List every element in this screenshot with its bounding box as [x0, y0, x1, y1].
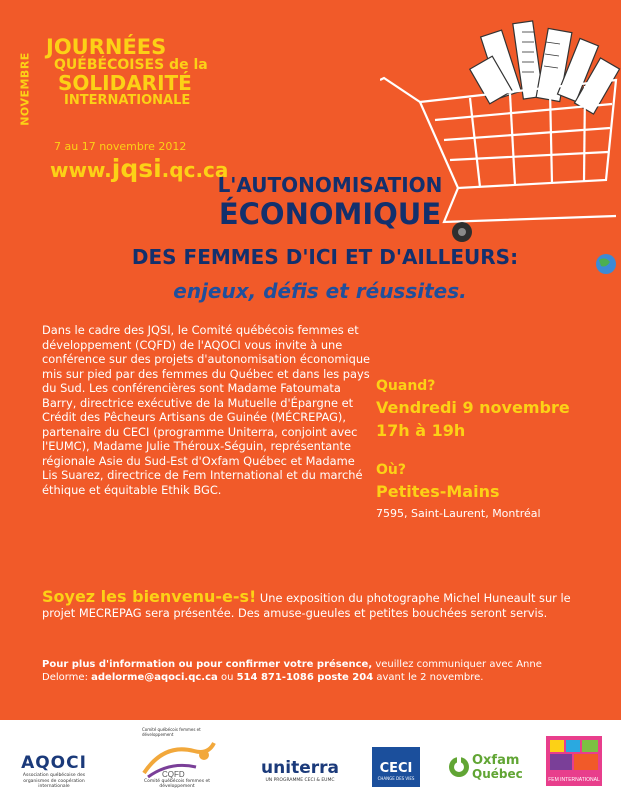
contact-paragraph: Pour plus d'information ou pour confirmer votre présence, veuillez communiquer avec Anne Delorme: adelorme@aqoci.qc.ca ou 514 871-1086 poste 204 avant le 2 novembre. — [42, 659, 542, 683]
logo-line-journees: JOURNÉES — [46, 35, 167, 59]
title-subtitle: enjeux, défis et réussites. — [173, 279, 467, 303]
jqsi-logo — [46, 36, 208, 107]
event-date: Vendredi 9 novembre — [376, 398, 570, 417]
body-paragraph: Dans le cadre des JQSI, le Comité québécois femmes et développement (CQFD) de l'AQOCI vous invite à une conférence sur des projets d'autonomisation économique mis sur pied par des femmes du Québec et dans les pays du Sud. Les conférencières sont Madame Fatoumata Barry, directrice exécutive de la Mutuelle d'Épargne et Crédit des Pêcheurs Artisans de Guinée (MÉCREPAG), partenaire du CECI (programme Uniterra, conjoint avec l'EUMC), Madame Julie Théroux-Séguin, représentante régionale Asie du Sud-Est d'Oxfam Québec et Madame Lis Suarez, directrice de Fem International et du marché éthique et équitable Ethik BGC. — [42, 323, 371, 497]
welcome-text: Une exposition du photographe Michel Huneault sur le projet MECREPAG sera présentée. Des amuse-gueules et petites bouchées seront servis. — [42, 591, 571, 620]
where-label: Où? — [376, 462, 406, 478]
skyscraper-icons — [470, 21, 620, 114]
logo-month: NOVEMBRE — [18, 52, 32, 126]
logo-line-internationale: INTERNATIONALE — [64, 92, 191, 108]
cqfd-logo: Comité québécois femmes et développement CQFD Comité québécois femmes et développement — [134, 727, 220, 789]
logo-line-solidarite: SOLIDARITÉ — [58, 70, 192, 95]
when-label: Quand? — [376, 378, 436, 394]
fem-international-logo — [546, 736, 602, 786]
title-line-1: L'AUTONOMISATION — [217, 173, 443, 197]
logo-line-quebecoises: QUÉBÉCOISES de la — [54, 57, 208, 74]
welcome-heading: Soyez les bienvenu-e-s! — [42, 587, 257, 606]
welcome-paragraph — [42, 587, 587, 620]
logo-url[interactable]: www.jqsi.qc.ca — [50, 154, 229, 183]
uniterra-logo: uniterra UN PROGRAMME CECI & EUMC — [261, 758, 339, 783]
event-time: 17h à 19h — [376, 421, 466, 440]
aqoci-logo: AQOCI Association québécoise des organismes de coopération internationale — [21, 753, 87, 789]
contact-email-link[interactable]: adelorme@aqoci.qc.ca — [91, 671, 218, 683]
svg-text:CQFD: CQFD — [162, 770, 185, 779]
logo-dates: 7 au 17 novembre 2012 — [54, 140, 187, 153]
cqfd-emblem-icon — [134, 733, 220, 783]
oxfam-icon — [448, 756, 470, 778]
event-place: Petites-Mains — [376, 482, 500, 501]
oxfam-quebec-logo: Oxfam Québec — [448, 752, 538, 782]
event-address: 7595, Saint-Laurent, Montréal — [376, 507, 541, 520]
ceci-logo: CECI CHANGE DES VIES — [372, 747, 420, 787]
title-line-2: ÉCONOMIQUE — [218, 197, 442, 231]
globe-icon — [596, 254, 616, 274]
contact-phone: 514 871-1086 poste 204 — [236, 671, 374, 683]
svg-text:FEM INTERNATIONAL: FEM INTERNATIONAL — [548, 777, 600, 783]
title-line-3: DES FEMMES D'ICI ET D'AILLEURS: — [131, 245, 519, 269]
